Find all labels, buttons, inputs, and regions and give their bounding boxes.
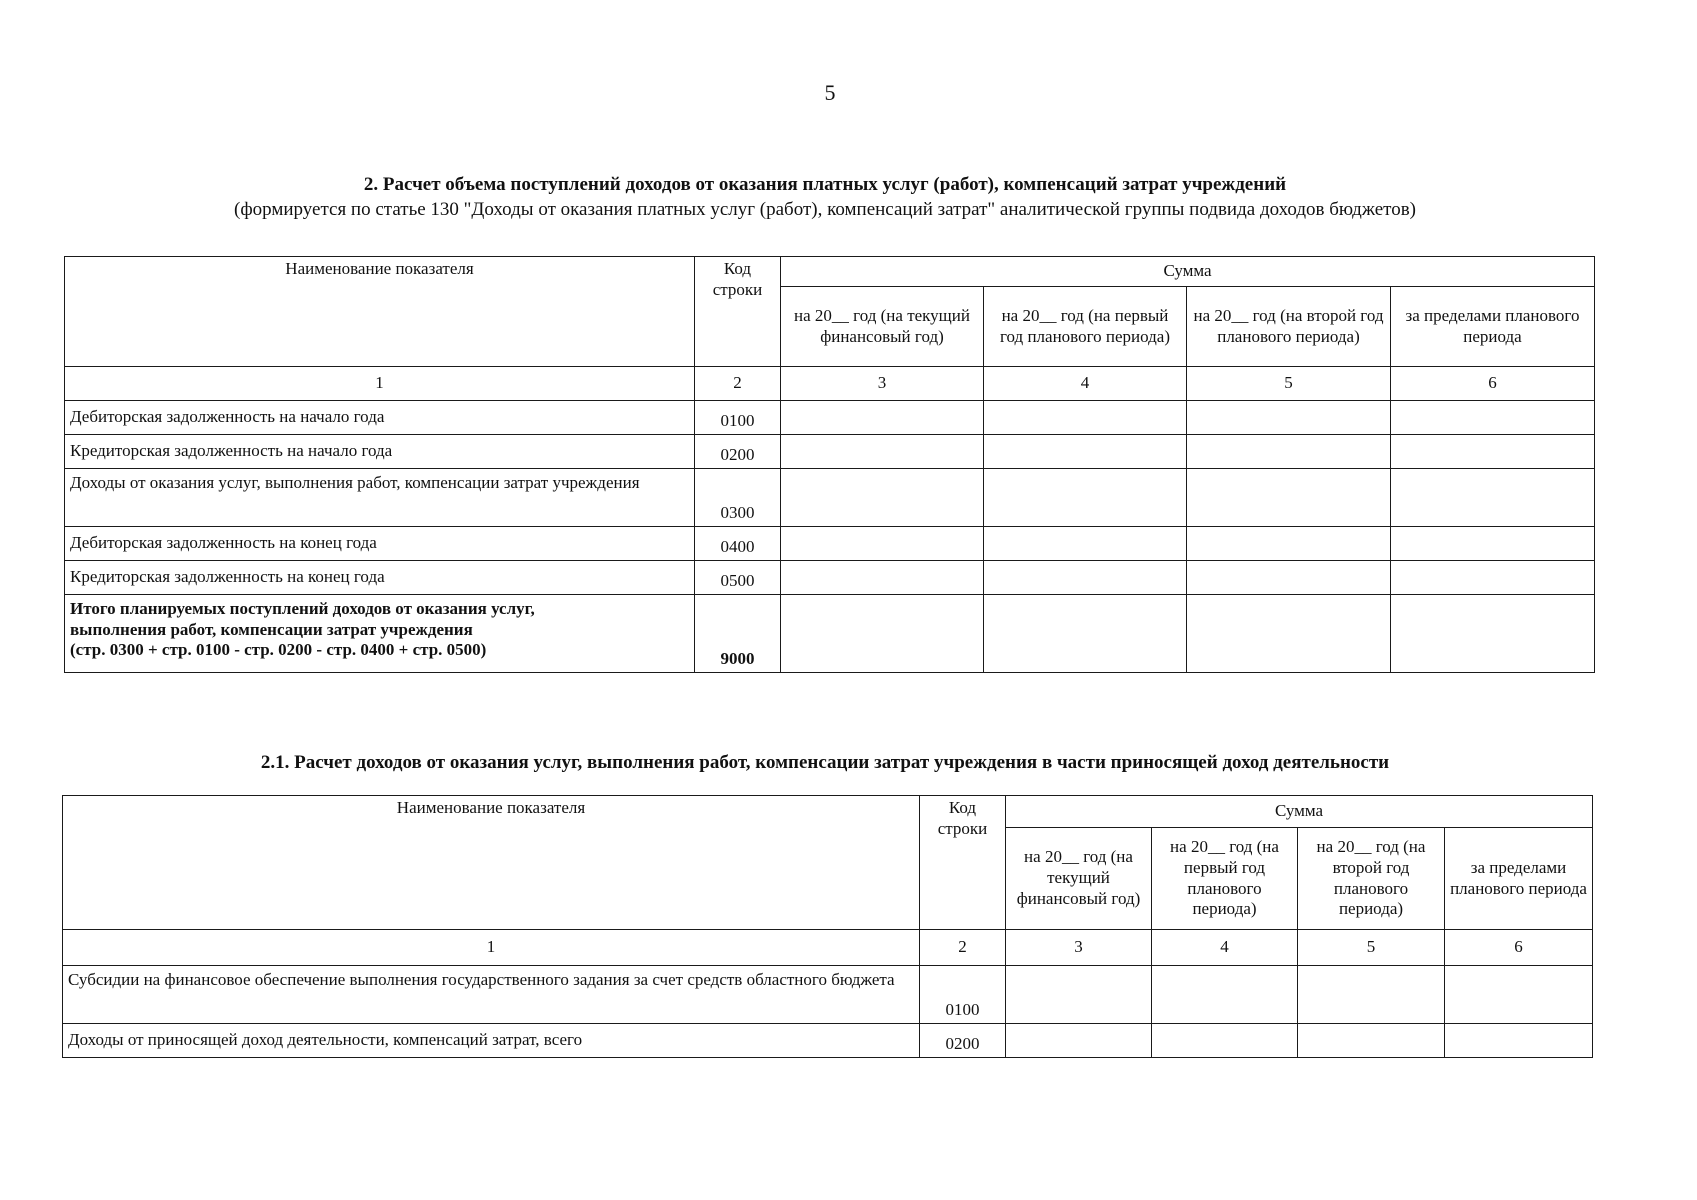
amount-cell	[1445, 1024, 1593, 1058]
column-number: 4	[984, 367, 1187, 401]
total-row	[65, 595, 1595, 673]
total-label-line: Итого планируемых поступлений доходов от оказания услуг,	[70, 599, 535, 618]
header-second-plan-year: на 20__ год (на второй год планового периода)	[1187, 287, 1391, 367]
column-number: 2	[920, 930, 1006, 966]
row-code: 0300	[695, 469, 781, 527]
row-code: 0200	[695, 435, 781, 469]
section-2-1-title: 2.1. Расчет доходов от оказания услуг, выполнения работ, компенсации затрат учреждения в части приносящей доход деятельности	[260, 752, 1390, 773]
row-label: Дебиторская задолженность на конец года	[65, 527, 695, 561]
table-row	[65, 469, 1595, 527]
header-beyond-plan: за пределами планового периода	[1445, 828, 1593, 930]
amount-cell	[781, 401, 984, 435]
amount-cell	[1298, 1024, 1445, 1058]
total-label-formula: (стр. 0300 + стр. 0100 - стр. 0200 - стр. 0400 + стр. 0500)	[70, 640, 487, 660]
header-sum: Сумма	[1006, 796, 1593, 828]
total-label-line: выполнения работ, компенсации затрат учреждения	[70, 619, 473, 639]
row-code: 0500	[695, 561, 781, 595]
amount-cell	[1187, 401, 1391, 435]
header-second-plan-year: на 20__ год (на второй год планового периода)	[1298, 828, 1445, 930]
amount-cell	[984, 435, 1187, 469]
row-code: 0100	[695, 401, 781, 435]
column-number: 1	[65, 367, 695, 401]
row-code: 0100	[920, 966, 1006, 1024]
amount-cell	[984, 527, 1187, 561]
column-number: 3	[1006, 930, 1152, 966]
table-row	[65, 435, 1595, 469]
table-row	[65, 401, 1595, 435]
amount-cell	[1187, 527, 1391, 561]
column-number: 5	[1187, 367, 1391, 401]
amount-cell	[781, 595, 984, 673]
amount-cell	[1445, 966, 1593, 1024]
row-code: 0200	[920, 1024, 1006, 1058]
amount-cell	[781, 527, 984, 561]
table-row	[63, 1024, 1593, 1058]
amount-cell	[781, 561, 984, 595]
row-label: Кредиторская задолженность на конец года	[65, 561, 695, 595]
row-label: Субсидии на финансовое обеспечение выполнения государственного задания за счет средств областного бюджета	[63, 966, 920, 1024]
header-row-code: Код строки	[920, 796, 1006, 930]
total-code: 9000	[695, 595, 781, 673]
header-current-year: на 20__ год (на текущий финансовый год)	[781, 287, 984, 367]
row-label: Доходы от приносящей доход деятельности, компенсаций затрат, всего	[63, 1024, 920, 1058]
amount-cell	[1391, 561, 1595, 595]
amount-cell	[984, 469, 1187, 527]
section-2-title: 2. Расчет объема поступлений доходов от оказания платных услуг (работ), компенсаций затрат учреждений	[363, 174, 1287, 195]
row-label: Кредиторская задолженность на начало года	[65, 435, 695, 469]
column-number: 2	[695, 367, 781, 401]
section-2-subtitle: (формируется по статье 130 "Доходы от оказания платных услуг (работ), компенсаций затрат" аналитической группы подвида доходов бюджетов)	[234, 199, 1416, 220]
column-number: 6	[1391, 367, 1595, 401]
amount-cell	[1152, 1024, 1298, 1058]
amount-cell	[1152, 966, 1298, 1024]
page-number: 5	[824, 80, 836, 105]
amount-cell	[1391, 401, 1595, 435]
column-number: 3	[781, 367, 984, 401]
amount-cell	[781, 469, 984, 527]
amount-cell	[1391, 595, 1595, 673]
header-row-code: Код строки	[695, 257, 781, 367]
amount-cell	[1391, 435, 1595, 469]
header-first-plan-year: на 20__ год (на первый год планового периода)	[1152, 828, 1298, 930]
amount-cell	[984, 595, 1187, 673]
header-indicator-name: Наименование показателя	[63, 796, 920, 930]
amount-cell	[984, 401, 1187, 435]
amount-cell	[1006, 1024, 1152, 1058]
column-number: 4	[1152, 930, 1298, 966]
header-beyond-plan: за пределами планового периода	[1391, 287, 1595, 367]
amount-cell	[1391, 527, 1595, 561]
total-label	[65, 595, 695, 673]
row-label: Дебиторская задолженность на начало года	[65, 401, 695, 435]
amount-cell	[1187, 561, 1391, 595]
column-number: 1	[63, 930, 920, 966]
table-row	[65, 527, 1595, 561]
header-indicator-name: Наименование показателя	[65, 257, 695, 367]
amount-cell	[1187, 595, 1391, 673]
column-number: 5	[1298, 930, 1445, 966]
table-row	[63, 966, 1593, 1024]
column-number: 6	[1445, 930, 1593, 966]
amount-cell	[1187, 469, 1391, 527]
header-current-year: на 20__ год (на текущий финансовый год)	[1006, 828, 1152, 930]
table-row	[65, 561, 1595, 595]
amount-cell	[984, 561, 1187, 595]
amount-cell	[1298, 966, 1445, 1024]
amount-cell	[1187, 435, 1391, 469]
header-sum: Сумма	[781, 257, 1595, 287]
revenue-volume-table	[64, 256, 1595, 673]
amount-cell	[781, 435, 984, 469]
header-first-plan-year: на 20__ год (на первый год планового периода)	[984, 287, 1187, 367]
amount-cell	[1391, 469, 1595, 527]
amount-cell	[1006, 966, 1152, 1024]
row-label: Доходы от оказания услуг, выполнения работ, компенсации затрат учреждения	[65, 469, 695, 527]
income-activity-table	[62, 795, 1593, 1058]
row-code: 0400	[695, 527, 781, 561]
